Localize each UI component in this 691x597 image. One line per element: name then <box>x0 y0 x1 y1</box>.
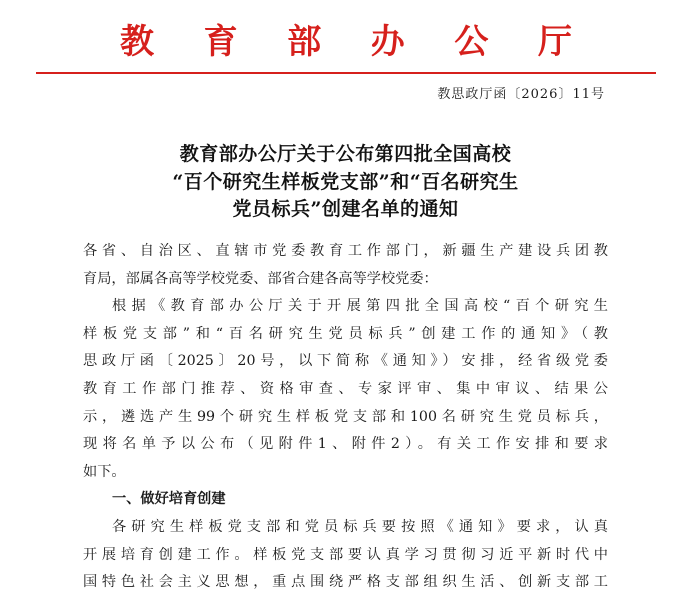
paragraph-line: 教育工作部门推荐、资格审查、专家评审、集中审议、结果公 <box>83 380 608 397</box>
header-char: 公 <box>454 22 489 62</box>
paragraph-line: 示，遴选产生99个研究生样板党支部和100名研究生党员标兵， <box>83 408 608 425</box>
title-line: 教育部办公厅关于公布第四批全国高校 <box>179 143 512 165</box>
title-line: 党员标兵”创建名单的通知 <box>232 198 459 220</box>
paragraph-line: 现将名单予以公布（见附件1、附件2）。有关工作安排和要求 <box>83 436 608 453</box>
issuing-office-header <box>120 22 572 62</box>
paragraph-line: 思政厅函〔2025〕20号，以下简称《通知》）安排，经省级党委 <box>83 353 608 370</box>
addressee-line: 各省、自治区、直辖市党委教育工作部门，新疆生产建设兵团教 <box>83 243 608 259</box>
header-char: 育 <box>203 22 238 62</box>
addressee-line: 育局，部属各高等学校党委、部省合建各高等学校党委： <box>83 270 438 287</box>
header-char: 部 <box>287 22 322 62</box>
paragraph-line: 根据《教育部办公厅关于开展第四批全国高校“百个研究生 <box>112 298 608 315</box>
header-char: 厅 <box>537 22 572 62</box>
paragraph-line: 开展培育创建工作。样板党支部要认真学习贯彻习近平新时代中 <box>83 546 608 563</box>
header-char: 办 <box>370 22 405 62</box>
header-char: 教 <box>120 22 154 62</box>
document-title <box>60 141 631 224</box>
red-divider-line <box>36 72 656 74</box>
document-body <box>83 238 608 597</box>
document-number: 教思政厅函〔2026〕11号 <box>437 87 605 102</box>
title-line: “百个研究生样板党支部”和“百名研究生 <box>172 170 519 193</box>
paragraph-line: 国特色社会主义思想，重点围绕严格支部组织生活、创新支部工 <box>83 574 608 591</box>
paragraph-line: 样板党支部”和“百名研究生党员标兵”创建工作的通知》（教 <box>83 325 608 342</box>
paragraph-line: 各研究生样板党支部和党员标兵要按照《通知》要求，认真 <box>112 518 608 535</box>
paragraph-line: 如下。 <box>83 463 126 480</box>
section-heading: 一、做好培育创建 <box>112 491 226 508</box>
